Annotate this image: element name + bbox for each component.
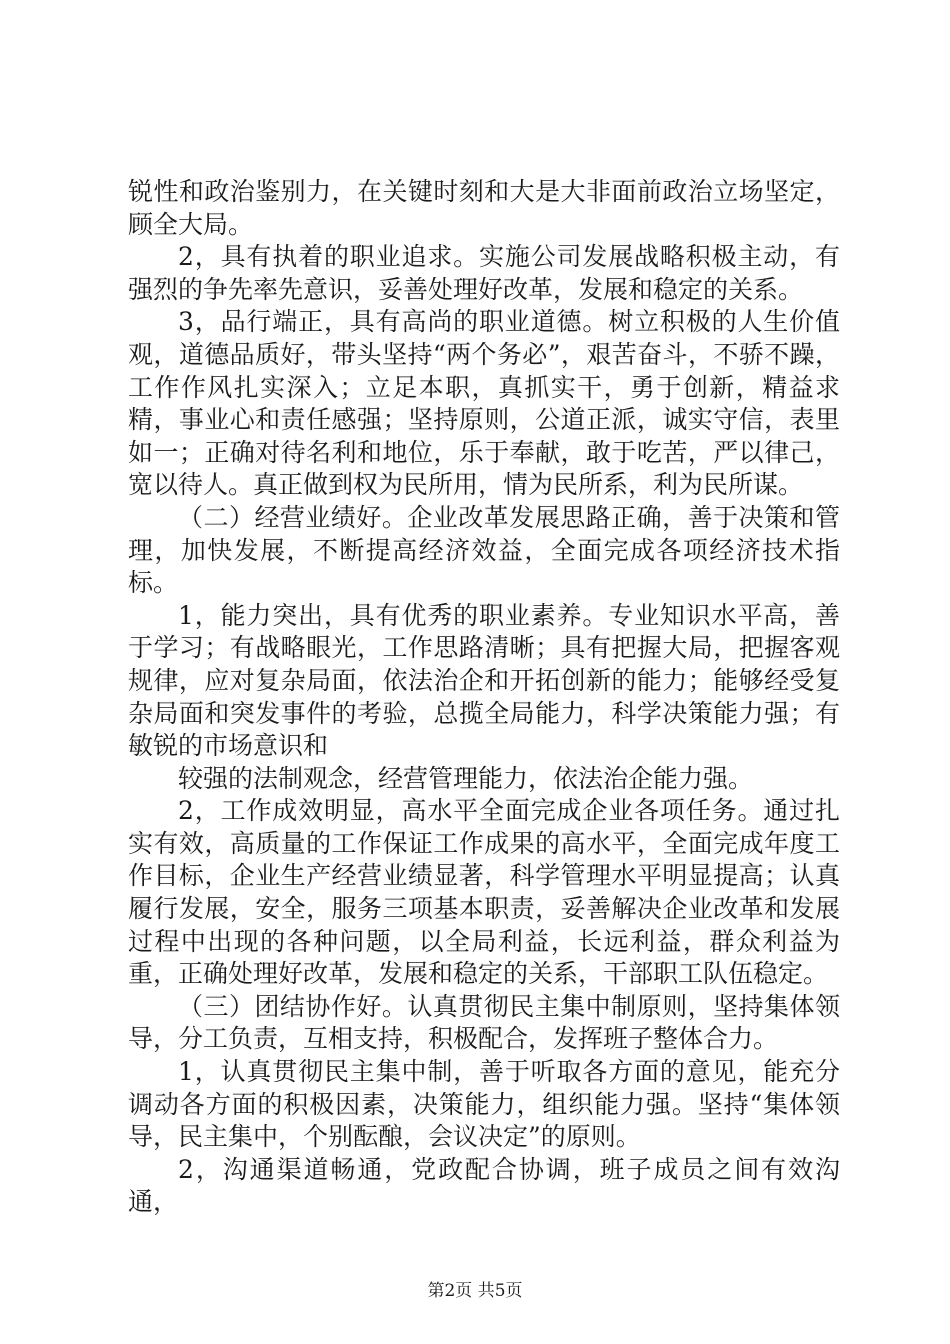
paragraph-10: 2，沟通渠道畅通，党政配合协调，班子成员之间有效沟通，	[128, 1154, 840, 1217]
section-heading-3: （三）团结协作好。认真贯彻民主集中制原则，坚持集体领导，分工负责，互相支持，积极配合，发挥班子整体合力。	[128, 991, 840, 1054]
section-heading-2: （二）经营业绩好。企业改革发展思路正确，善于决策和管理，加快发展，不断提高经济效益，全面完成各项经济技术指标。	[128, 502, 840, 598]
paragraph-3: 3，品行端正，具有高尚的职业道德。树立积极的人生价值观，道德品质好，带头坚持“两个务必”，艰苦奋斗，不骄不躁，工作作风扎实深入；立足本职，真抓实干，勇于创新，精益求精，事业心和责任感强；坚持原则，公道正派，诚实守信，表里如一；正确对待名利和地位，乐于奉献，敢于吃苦，严以律己，宽以待人。真正做到权为民所用，情为民所系，利为民所谋。	[128, 307, 840, 500]
paragraph-7: 2，工作成效明显，高水平全面完成企业各项任务。通过扎实有效，高质量的工作保证工作成果的高水平，全面完成年度工作目标，企业生产经营业绩显著，科学管理水平明显提高；认真履行发展，安全，服务三项基本职责，妥善解决企业改革和发展过程中出现的各种问题，以全局利益，长远利益，群众利益为重，正确处理好改革，发展和稳定的关系，干部职工队伍稳定。	[128, 796, 840, 989]
page-number-footer: 第2页 共5页	[427, 1281, 523, 1301]
document-body	[128, 176, 840, 1219]
paragraph-2: 2，具有执着的职业追求。实施公司发展战略积极主动，有强烈的争先率先意识，妥善处理好改革，发展和稳定的关系。	[128, 242, 840, 304]
paragraph-5: 1，能力突出，具有优秀的职业素养。专业知识水平高，善于学习；有战略眼光，工作思路清晰；具有把握大局，把握客观规律，应对复杂局面，依法治企和开拓创新的能力；能够经受复杂局面和突发事件的考验，总揽全局能力，科学决策能力强；有敏锐的市场意识和	[128, 600, 840, 761]
paragraph-9: 1，认真贯彻民主集中制，善于听取各方面的意见，能充分调动各方面的积极因素，决策能力，组织能力强。坚持“集体领导，民主集中，个别酝酿，会议决定”的原则。	[128, 1057, 840, 1152]
paragraph-6: 较强的法制观念，经营管理能力，依法治企能力强。	[178, 763, 754, 793]
paragraph-1: 锐性和政治鉴别力，在关键时刻和大是大非面前政治立场坚定，顾全大局。	[128, 177, 840, 239]
